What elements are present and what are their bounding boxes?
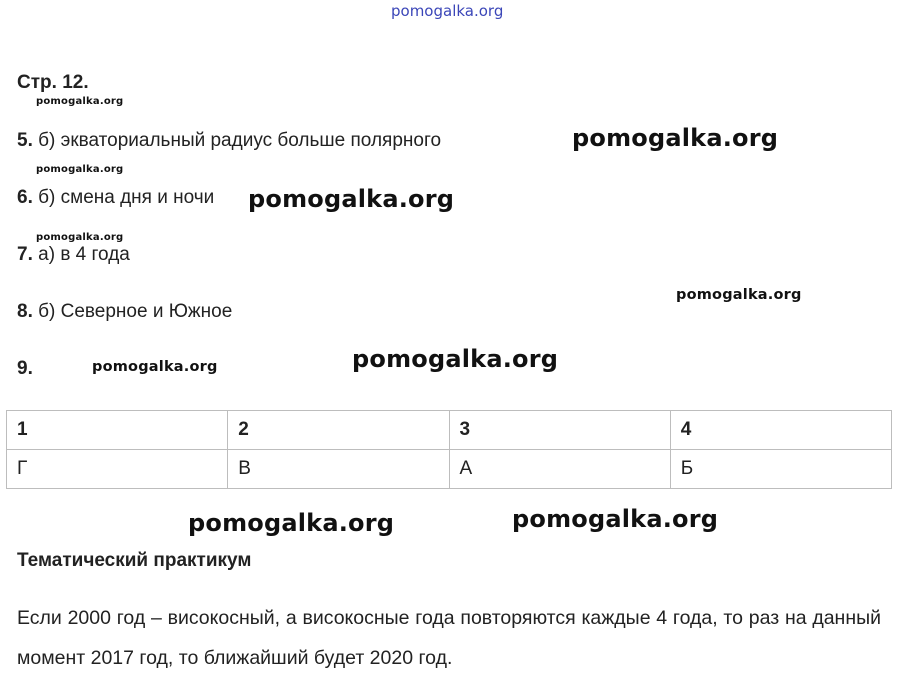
answer-number: 5. — [17, 130, 33, 151]
answer-number: 7. — [17, 244, 33, 265]
answer-number: 6. — [17, 187, 33, 208]
table-cell: Б — [670, 450, 891, 489]
watermark-top-link[interactable]: pomogalka.org — [391, 2, 504, 20]
answer-text: б) смена дня и ночи — [38, 187, 215, 208]
body-paragraph: Если 2000 год – високосный, а високосные года повторяются каждые 4 года, то раз на данный момент 2017 год, то ближайший будет 2020 год. — [17, 607, 881, 669]
watermark-small: pomogalka.org — [36, 96, 124, 107]
answer-text: б) Северное и Южное — [38, 301, 233, 322]
watermark-large: pomogalka.org — [352, 345, 559, 373]
watermark-small: pomogalka.org — [36, 232, 124, 243]
table-row — [7, 450, 892, 489]
table-header-cell: 4 — [670, 411, 891, 450]
table-header-row — [7, 411, 892, 450]
table-cell: А — [449, 450, 670, 489]
table-header-cell: 2 — [228, 411, 449, 450]
table-header-cell: 1 — [7, 411, 228, 450]
answer-number: 8. — [17, 301, 33, 322]
answer-text: а) в 4 года — [38, 244, 130, 265]
answer-line — [17, 187, 214, 209]
answer-text: б) экваториальный радиус больше полярного — [38, 130, 442, 151]
watermark-small: pomogalka.org — [36, 164, 124, 175]
watermark-medium: pomogalka.org — [92, 359, 218, 375]
watermark-large: pomogalka.org — [188, 509, 395, 537]
answer-line — [17, 130, 441, 152]
section-title: Тематический практикум — [17, 550, 252, 571]
page-reference: Стр. 12. — [17, 72, 89, 93]
watermark-large: pomogalka.org — [248, 185, 455, 213]
answer-number: 9. — [17, 358, 33, 379]
watermark-large: pomogalka.org — [572, 124, 779, 152]
table-cell: Г — [7, 450, 228, 489]
watermark-large: pomogalka.org — [512, 505, 719, 533]
answer-line — [17, 301, 232, 323]
answer-table — [6, 410, 892, 489]
table-cell: В — [228, 450, 449, 489]
table-header-cell: 3 — [449, 411, 670, 450]
answer-line — [17, 244, 130, 266]
answer-line — [17, 358, 33, 380]
watermark-medium: pomogalka.org — [676, 287, 802, 303]
